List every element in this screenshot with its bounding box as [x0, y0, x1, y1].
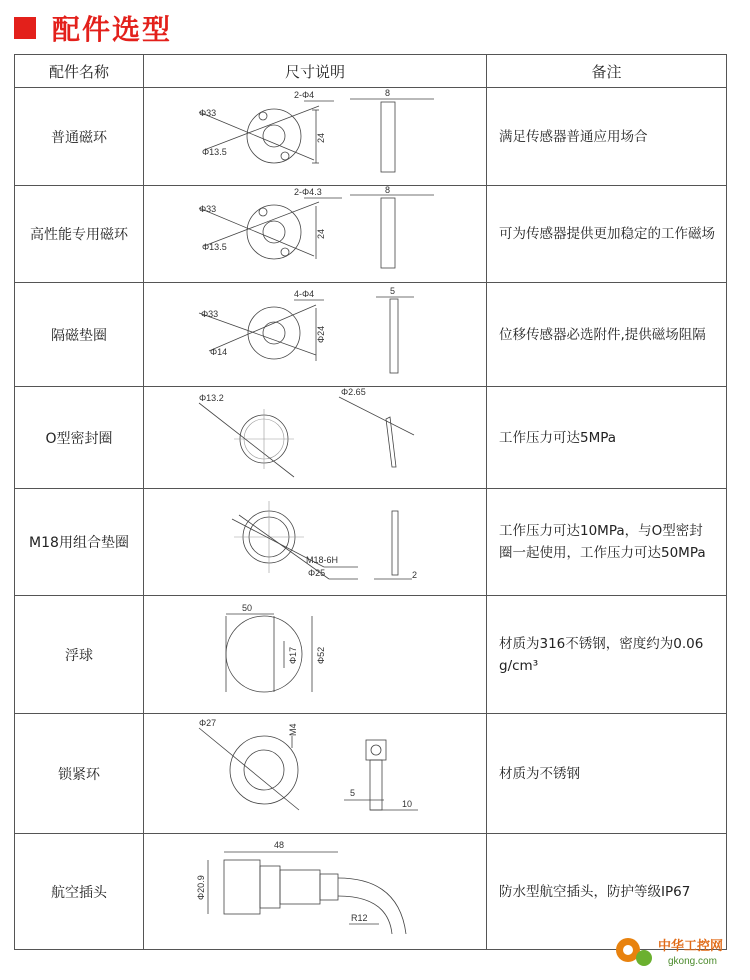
header-name: 配件名称 [15, 55, 144, 88]
dimension-drawing [144, 387, 487, 489]
table-header-row [15, 55, 727, 88]
header-notes: 备注 [487, 55, 727, 88]
dim-height: 24 [316, 228, 326, 239]
dim-inner: Φ14 [210, 347, 228, 357]
part-note: 材质为不锈钢 [487, 714, 727, 834]
dim-holes: 2-Φ4.3 [294, 187, 322, 197]
dim-diameter: Φ13.2 [199, 393, 224, 403]
dimension-drawing [144, 834, 487, 950]
dim-thickness: 8 [385, 186, 391, 195]
part-name: O型密封圈 [15, 387, 144, 489]
dimension-drawing [144, 186, 487, 283]
dimension-drawing [144, 596, 487, 714]
dim-inner: Φ17 [288, 646, 298, 664]
title-marker [14, 17, 36, 39]
part-note: 材质为316不锈钢，密度约为0.06 g/cm³ [487, 596, 727, 714]
dim-outer: Φ33 [201, 309, 219, 319]
dim-holes: 2-Φ4 [294, 90, 315, 100]
watermark-logo [612, 928, 742, 974]
o-ring-drawing [144, 387, 487, 488]
table-row [15, 489, 727, 596]
part-note: 防水型航空插头，防护等级IP67 [487, 834, 727, 950]
part-name: M18用组合垫圈 [15, 489, 144, 596]
dim-length: 50 [242, 603, 253, 613]
table-row [15, 88, 727, 186]
dim-inner: Φ13.5 [202, 147, 227, 157]
dim-screw: M4 [288, 723, 298, 736]
page-header [14, 8, 172, 48]
dim-thickness: 2 [412, 570, 418, 580]
watermark-url: gkong.com [668, 956, 717, 967]
part-name: 隔磁垫圈 [15, 283, 144, 387]
part-note: 可为传感器提供更加稳定的工作磁场 [487, 186, 727, 283]
dim-length: 48 [274, 840, 285, 850]
dim-outer: Φ25 [308, 568, 326, 578]
dim-outer: Φ33 [199, 108, 217, 118]
table-row [15, 714, 727, 834]
dim-height: Φ24 [316, 325, 326, 343]
dim-b: 10 [402, 799, 413, 809]
float-ball-drawing [144, 596, 487, 713]
dimension-drawing [144, 88, 487, 186]
part-name: 高性能专用磁环 [15, 186, 144, 283]
part-name: 锁紧环 [15, 714, 144, 834]
dim-height: 24 [316, 132, 326, 143]
dim-holes: 4-Φ4 [294, 289, 315, 299]
aviation-plug-drawing [144, 834, 487, 949]
dim-outer: Φ33 [199, 204, 217, 214]
combo-washer-drawing [144, 489, 487, 595]
table-row [15, 596, 727, 714]
dimension-drawing [144, 489, 487, 596]
dim-a: 5 [350, 788, 356, 798]
dimension-drawing [144, 714, 487, 834]
page-title: 配件选型 [52, 13, 173, 46]
accessory-table [14, 54, 727, 950]
dim-radius: R12 [351, 913, 368, 923]
dim-thickness: 8 [385, 88, 391, 98]
dim-thickness: 5 [390, 286, 396, 296]
dimension-drawing [144, 283, 487, 387]
table-row [15, 387, 727, 489]
table-row [15, 283, 727, 387]
dim-section: Φ2.65 [341, 387, 366, 397]
magnet-ring-drawing [144, 88, 487, 185]
watermark-text: 中华工控网 [658, 938, 724, 953]
part-note: 工作压力可达10MPa，与O型密封圈一起使用，工作压力可达50MPa [487, 489, 727, 596]
part-note: 位移传感器必选附件,提供磁场阻隔 [487, 283, 727, 387]
part-note: 满足传感器普通应用场合 [487, 88, 727, 186]
spacer-washer-drawing [144, 283, 487, 386]
dim-outer: Φ27 [199, 718, 217, 728]
dim-diameter: Φ20.9 [196, 875, 206, 900]
part-note: 工作压力可达5MPa [487, 387, 727, 489]
dim-outer: Φ52 [316, 646, 326, 664]
table-row [15, 186, 727, 283]
part-name: 航空插头 [15, 834, 144, 950]
header-dimensions: 尺寸说明 [144, 55, 487, 88]
part-name: 浮球 [15, 596, 144, 714]
lock-ring-drawing [144, 714, 487, 833]
magnet-ring-drawing [144, 186, 487, 282]
dim-thread: M18-6H [306, 555, 339, 565]
dim-inner: Φ13.5 [202, 242, 227, 252]
part-name: 普通磁环 [15, 88, 144, 186]
